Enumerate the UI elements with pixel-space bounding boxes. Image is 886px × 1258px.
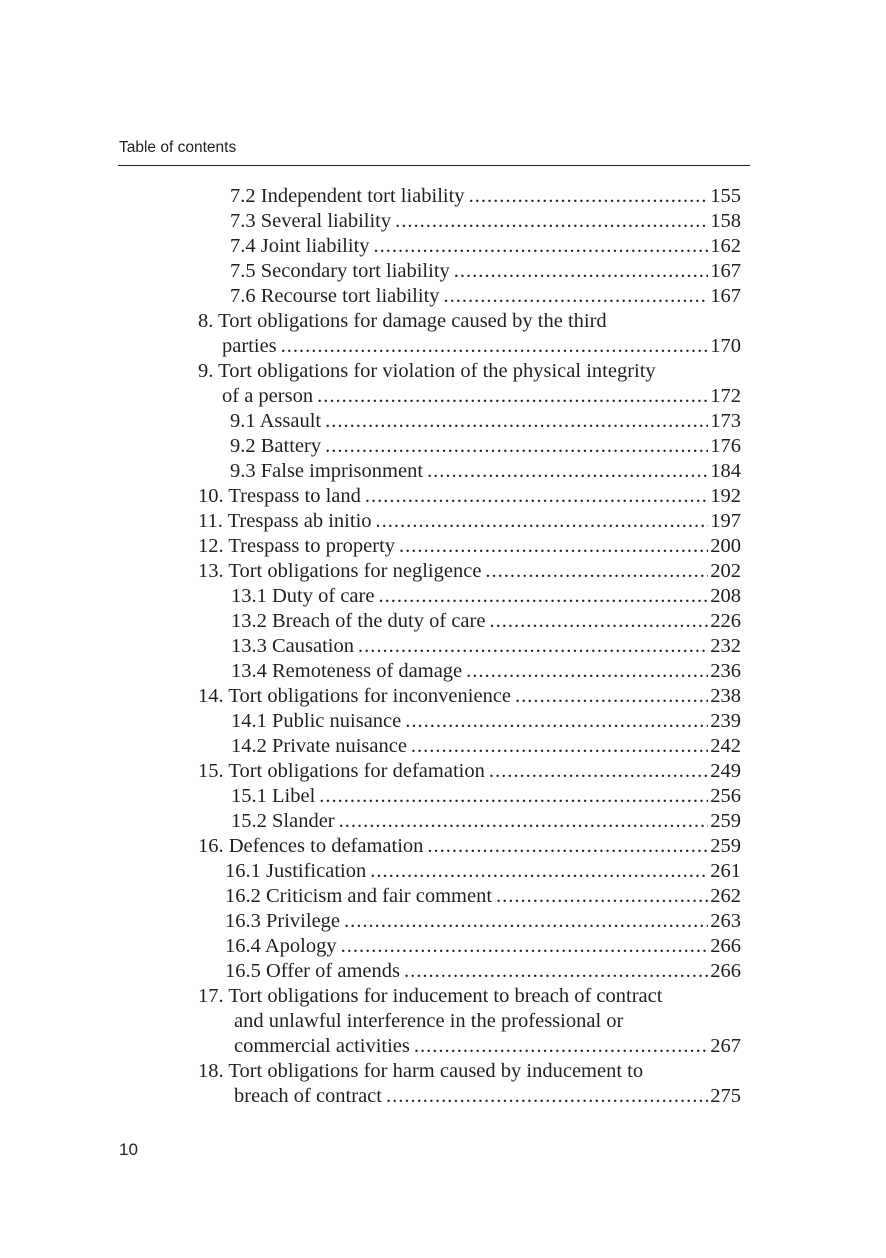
- toc-entry[interactable]: 14.1 Public nuisance ..... 239: [231, 709, 741, 734]
- toc-page: 158: [710, 210, 741, 232]
- dot-leader: [427, 834, 708, 859]
- toc-entry[interactable]: 14.2 Private nuisance ..... 242: [231, 734, 741, 759]
- toc-page: 261: [710, 860, 741, 882]
- dot-leader: [344, 909, 708, 934]
- toc-page: 173: [710, 410, 741, 432]
- toc-entry[interactable]: 17. Tort obligations for inducement to breach of contract: [198, 985, 663, 1007]
- toc-entry[interactable]: 15.2 Slander ..... 259: [231, 809, 741, 834]
- dot-leader: [358, 634, 708, 659]
- toc-entry[interactable]: 7.5 Secondary tort liability ..... 167: [230, 259, 741, 284]
- toc-page: 259: [710, 810, 741, 832]
- toc-page: 263: [710, 910, 741, 932]
- toc-entry[interactable]: 7.3 Several liability ..... 158: [230, 209, 741, 234]
- toc-entry[interactable]: 13.3 Causation ..... 232: [231, 634, 741, 659]
- dot-leader: [395, 209, 708, 234]
- toc-entry[interactable]: 16.5 Offer of amends ..... 266: [225, 959, 741, 984]
- toc-entry[interactable]: 16.2 Criticism and fair comment ..... 262: [225, 884, 741, 909]
- dot-leader: [341, 934, 709, 959]
- toc-entry[interactable]: 18. Tort obligations for harm caused by inducement to: [198, 1060, 644, 1082]
- toc-entry[interactable]: 7.6 Recourse tort liability ..... 167: [230, 284, 741, 309]
- toc-entry[interactable]: 16.3 Privilege ..... 263: [225, 909, 741, 934]
- toc-entry[interactable]: 13.2 Breach of the duty of care ..... 226: [231, 609, 741, 634]
- toc-page: 184: [710, 460, 741, 482]
- toc-entry[interactable]: 10. Trespass to land ..... 192: [198, 484, 741, 509]
- toc-entry[interactable]: 7.4 Joint liability ..... 162: [230, 234, 741, 259]
- dot-leader: [399, 534, 708, 559]
- running-head: Table of contents: [119, 139, 237, 156]
- toc-entry[interactable]: 15.1 Libel ..... 256: [231, 784, 741, 809]
- toc-entry[interactable]: 13.1 Duty of care ..... 208: [231, 584, 741, 609]
- toc-page: 176: [710, 435, 741, 457]
- toc-page: 266: [710, 935, 741, 957]
- dot-leader: [454, 259, 708, 284]
- toc-entry[interactable]: 9.3 False imprisonment ..... 184: [230, 459, 741, 484]
- toc-page: 162: [710, 235, 741, 257]
- toc-page: 238: [710, 685, 741, 707]
- dot-leader: [496, 884, 708, 909]
- dot-leader: [339, 809, 709, 834]
- toc-page: 249: [710, 760, 741, 782]
- dot-leader: [515, 684, 708, 709]
- toc-entry[interactable]: breach of contract ..... 275: [234, 1084, 741, 1109]
- toc-page: 192: [710, 485, 741, 507]
- toc-entry[interactable]: 11. Trespass ab initio ..... 197: [198, 509, 741, 534]
- dot-leader: [319, 784, 708, 809]
- dot-leader: [281, 334, 709, 359]
- toc-entry[interactable]: 7.2 Independent tort liability ..... 155: [230, 184, 741, 209]
- dot-leader: [404, 959, 708, 984]
- toc-entry[interactable]: 9. Tort obligations for violation of the physical integrity: [198, 360, 656, 382]
- toc-page: 200: [710, 535, 741, 557]
- toc-page: 232: [710, 635, 741, 657]
- dot-leader: [325, 434, 708, 459]
- dot-leader: [386, 1084, 708, 1109]
- toc-entry[interactable]: of a person ..... 172: [222, 384, 741, 409]
- dot-leader: [489, 609, 708, 634]
- toc-entry[interactable]: 16.4 Apology ..... 266: [225, 934, 741, 959]
- toc-page: 172: [710, 385, 741, 407]
- toc-page: 155: [710, 185, 741, 207]
- toc-page: 226: [710, 610, 741, 632]
- toc-entry[interactable]: 9.2 Battery ..... 176: [230, 434, 741, 459]
- dot-leader: [411, 734, 708, 759]
- toc-page: 262: [710, 885, 741, 907]
- toc-entry[interactable]: 12. Trespass to property ..... 200: [198, 534, 741, 559]
- page-number: 10: [119, 1140, 138, 1159]
- toc-page: 197: [710, 510, 741, 532]
- toc-entry[interactable]: and unlawful interference in the professional or: [234, 1010, 624, 1032]
- dot-leader: [374, 234, 709, 259]
- toc-entry[interactable]: 13. Tort obligations for negligence ..... 202: [198, 559, 741, 584]
- dot-leader: [427, 459, 708, 484]
- toc-entry[interactable]: 16. Defences to defamation ..... 259: [198, 834, 741, 859]
- toc-entry[interactable]: 16.1 Justification ..... 261: [225, 859, 741, 884]
- toc-page: 236: [710, 660, 741, 682]
- toc-page: 202: [710, 560, 741, 582]
- dot-leader: [370, 859, 708, 884]
- dot-leader: [414, 1034, 708, 1059]
- dot-leader: [485, 559, 708, 584]
- toc-page: 259: [710, 835, 741, 857]
- toc-entry[interactable]: 14. Tort obligations for inconvenience ..... 238: [198, 684, 741, 709]
- toc-page: 267: [710, 1035, 741, 1057]
- toc-entry[interactable]: commercial activities ..... 267: [234, 1034, 741, 1059]
- toc-entry[interactable]: 9.1 Assault ..... 173: [230, 409, 741, 434]
- dot-leader: [405, 709, 708, 734]
- toc-page: 167: [710, 260, 741, 282]
- toc-page: 242: [710, 735, 741, 757]
- toc-page: 239: [710, 710, 741, 732]
- dot-leader: [444, 284, 709, 309]
- dot-leader: [378, 584, 708, 609]
- toc-page: 256: [710, 785, 741, 807]
- toc-entry[interactable]: 13.4 Remoteness of damage ..... 236: [231, 659, 741, 684]
- toc-entry[interactable]: 8. Tort obligations for damage caused by the third: [198, 310, 607, 332]
- dot-leader: [376, 509, 709, 534]
- dot-leader: [489, 759, 708, 784]
- dot-leader: [365, 484, 708, 509]
- toc-entry[interactable]: 15. Tort obligations for defamation ..... 249: [198, 759, 741, 784]
- toc-page: 167: [710, 285, 741, 307]
- toc-page: 208: [710, 585, 741, 607]
- dot-leader: [466, 659, 708, 684]
- toc-page: 266: [710, 960, 741, 982]
- toc-page: 275: [710, 1085, 741, 1107]
- header-rule: [118, 165, 750, 166]
- toc-page: 170: [710, 335, 741, 357]
- dot-leader: [325, 409, 708, 434]
- dot-leader: [469, 184, 709, 209]
- toc-entry[interactable]: parties ..... 170: [222, 334, 741, 359]
- dot-leader: [317, 384, 708, 409]
